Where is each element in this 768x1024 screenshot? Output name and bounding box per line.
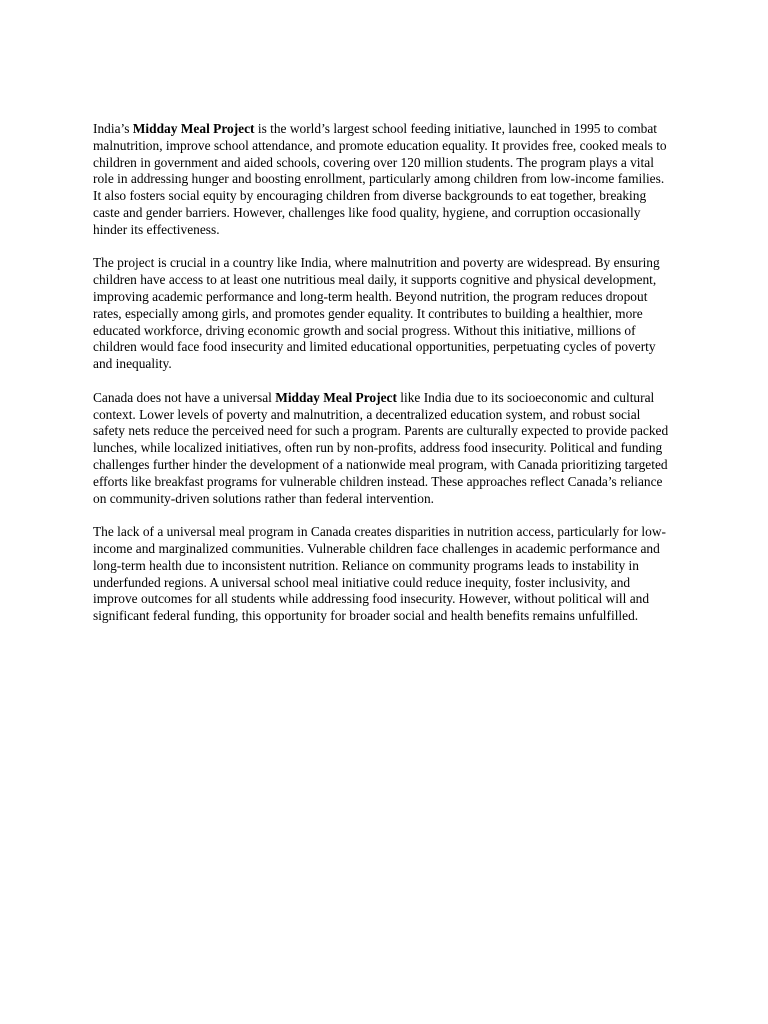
paragraph-india-overview — [93, 121, 673, 239]
paragraph-text: Canada does not have a universal — [93, 389, 276, 405]
midday-meal-project-term: Midday Meal Project — [275, 389, 397, 405]
paragraph-text: like India due to its socioeconomic and cultural context. Lower levels of poverty and malnutrition, a decentralized education system, and robust social safety nets reduce the perceived need for such a program. Parents are culturally expected to provide packed lunches, while localized initiatives, often run by non-profits, address food insecurity. Political and funding challenges further hinder the development of a nationwide meal program, with Canada prioritizing targeted efforts like breakfast programs for vulnerable children instead. These approaches reflect Canada’s reliance on community-driven solutions rather than federal intervention. — [93, 389, 669, 506]
paragraph-text: India’s — [93, 121, 133, 136]
document-body — [93, 121, 673, 642]
paragraph-canada-context — [93, 390, 673, 508]
paragraph-text: is the world’s largest school feeding initiative, launched in 1995 to combat malnutrition, improve school attendance, and promote education equality. It provides free, cooked meals to children in government and aided schools, covering over 120 million students. The program plays a vital role in addressing hunger and boosting enrollment, particularly among children from low-income families. It also fosters social equity by encouraging children from diverse backgrounds to eat together, breaking caste and gender barriers. However, challenges like food quality, hygiene, and corruption occasionally hinder its effectiveness. — [93, 121, 667, 237]
paragraph-canada-impact — [93, 524, 673, 625]
paragraph-text: The project is crucial in a country like India, where malnutrition and poverty are widespread. By ensuring children have access to at least one nutritious meal daily, it supports cognitive and physical development, improving academic performance and long-term health. Beyond nutrition, the program reduces dropout rates, especially among girls, and promotes gender equality. It contributes to building a healthier, more educated workforce, driving economic growth and social progress. Without this initiative, millions of children would face food insecurity and limited educational opportunities, perpetuating cycles of poverty and inequality. — [93, 255, 660, 372]
paragraph-india-importance — [93, 255, 673, 373]
paragraph-text: The lack of a universal meal program in Canada creates disparities in nutrition access, particularly for low-income and marginalized communities. Vulnerable children face challenges in academic performance and long-term health due to inconsistent nutrition. Reliance on community programs leads to instability in underfunded regions. A universal school meal initiative could reduce inequity, foster inclusivity, and improve outcomes for all students while addressing food insecurity. However, without political will and significant federal funding, this opportunity for broader social and health benefits remains unfulfilled. — [93, 524, 666, 624]
midday-meal-project-term: Midday Meal Project — [132, 121, 255, 136]
